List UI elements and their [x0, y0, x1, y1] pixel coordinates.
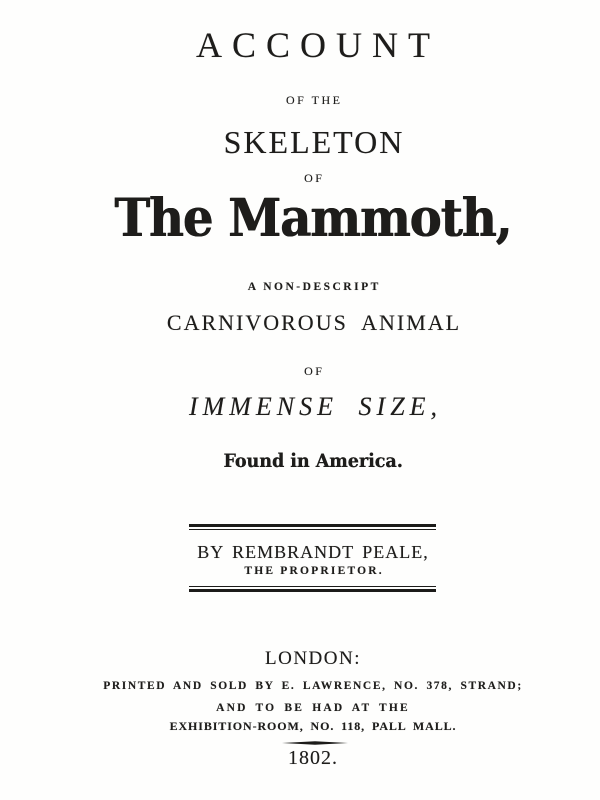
title-word-skeleton: SKELETON	[223, 124, 405, 160]
subtitle-immense-size: IMMENSE SIZE,	[188, 392, 443, 421]
double-rule-top	[189, 524, 436, 530]
imprint-printer-line: PRINTED AND SOLD BY E. LAWRENCE, NO. 378, STRAND;	[103, 680, 523, 692]
title-blackletter-the-mammoth: The Mammoth,	[114, 188, 512, 249]
title-word-account: ACCOUNT	[195, 25, 440, 65]
swelled-rule	[282, 741, 348, 745]
double-rule-bottom	[189, 586, 436, 592]
rule-thick-line	[189, 589, 436, 592]
subtitle-found-in-america: Found in America.	[223, 450, 403, 472]
rule-thin-line	[189, 529, 436, 530]
imprint-exhibition-room-line: EXHIBITION-ROOM, NO. 118, PALL MALL.	[169, 719, 457, 733]
imprint-year: 1802.	[288, 747, 338, 769]
imprint-city: LONDON:	[265, 648, 361, 669]
subtitle-non-descript: A NON-DESCRIPT	[247, 281, 381, 293]
author-by-line: BY REMBRANDT PEALE,	[197, 542, 429, 562]
author-proprietor-line: THE PROPRIETOR.	[244, 565, 384, 577]
title-connector-of-upper: OF	[304, 171, 325, 185]
rule-thin-line	[189, 586, 436, 587]
title-connector-of-lower: OF	[304, 364, 325, 378]
rule-thick-line	[189, 524, 436, 527]
imprint-had-at-line: AND TO BE HAD AT THE	[216, 702, 410, 714]
title-connector-of-the: OF THE	[286, 93, 343, 107]
subtitle-carnivorous-animal: CARNIVOROUS ANIMAL	[166, 310, 462, 335]
printed-area	[13, 0, 600, 800]
